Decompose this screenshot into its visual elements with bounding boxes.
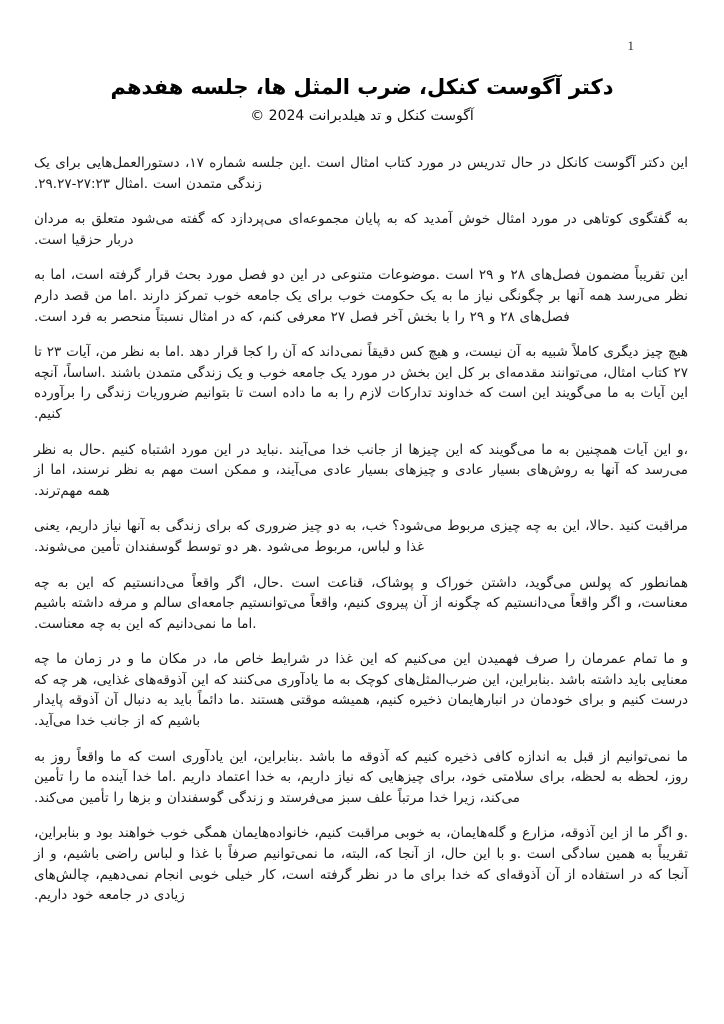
paragraph: این دکتر آگوست کانکل در حال تدریس در مورد کتاب امثال است .این جلسه شماره ۱۷، دستورالعمل‌هایی برای یک زندگی متمدن است .امثال ۲۷:۲۳-۲۹.۲۷. xyxy=(34,155,688,192)
paragraph: هیچ چیز دیگری کاملاً شبیه به آن نیست، و هیچ کس دقیقاً نمی‌داند که آن را کجا قرار دهد .اما به نظر من، آیات ۲۳ تا ۲۷ کتاب امثال، می‌توانند مقدمه‌ای بر کل این بخش در مورد یک جامعه خوب و یک زندگی متمدن باشند .اساساً، آنچه این آیات به ما می‌گویند این است که خداوند تدارکات لازم را به ما داده است تا بتوانیم ضروریات زندگی را برآورده کنیم. xyxy=(34,344,688,422)
paragraph: ،و این آیات همچنین به ما می‌گویند که این چیزها از جانب خدا می‌آیند .نباید در این مورد اشتباه کنیم .حال به نظر می‌رسد که آنها به روش‌های بسیار عادی و چیزهای بسیار عادی می‌آیند، و ممکن است مهم به نظر نرسند، اما از همه مهم‌ترند. xyxy=(34,441,688,499)
paragraph: این تقریباً مضمون فصل‌های ۲۸ و ۲۹ است .موضوعات متنوعی در این دو فصل مورد بحث قرار گرفته است، اما به نظر می‌رسد همه آنها بر چگونگی نیاز ما به یک حکومت خوب برای یک جامعه خوب تمرکز دارند .اما من قصد دارم فصل‌های ۲۸ و ۲۹ را با بخش آخر فصل ۲۷ معرفی کنم، که در امثال نسبتاً منحصر به فرد است. xyxy=(34,267,688,325)
page-number: 1 xyxy=(627,38,634,53)
transcript-body xyxy=(34,153,688,906)
paragraph: و ما تمام عمرمان را صرف فهمیدن این می‌کنیم که این غذا در شرایط خاص ما، در مکان ما و در زمان ما چه معنایی باید داشته باشد .بنابراین، این ضرب‌المثل‌های کوچک به ما یادآوری می‌کنند که این آذوقه‌های غذایی، هر چه که درست کنیم و برای خودمان در انبارهایمان ذخیره کنیم، همیشه موقتی هستند .ما دائماً باید به دنبال آن آذوقه پایدار باشیم که از جانب خدا می‌آید. xyxy=(34,651,688,730)
paragraph: به گفتگوی کوتاهی در مورد امثال خوش آمدید که به پایان مجموعه‌ای می‌پردازد که گفته می‌شود متعلق به مردان دربار حزقیا است. xyxy=(34,211,688,248)
document-title: دکتر آگوست کنکل، ضرب المثل ها، جلسه هفدهم xyxy=(110,75,614,99)
paragraph: .و اگر ما از این آذوقه، مزارع و گله‌هایمان، به خوبی مراقبت کنیم، خانواده‌هایمان همگی خوب خواهند بود و بنابراین، تقریباً به همین سادگی است .و با این حال، از آنجا که، البته، ما نمی‌توانیم صرفاً با غذا و لباس راضی باشیم، و از آنجا که در استفاده از آن آذوقه‌ای که خدا برای ما در نظر گرفته است، کار خیلی خوبی انجام نمی‌دهیم، چالش‌های زیادی در جامعه خود داریم. xyxy=(34,825,688,904)
paragraph: مراقبت کنید .حالا، این به چه چیزی مربوط می‌شود؟ خب، به دو چیز ضروری که برای زندگی به آنها نیاز داریم، یعنی غذا و لباس، مربوط می‌شود .هر دو توسط گوسفندان تأمین می‌شوند. xyxy=(34,518,688,555)
copyright-line: آگوست کنکل و تد هیلدبرانت 2024 © xyxy=(250,108,474,124)
paragraph: همانطور که پولس می‌گوید، داشتن خوراک و پوشاک، قناعت است .حال، اگر واقعاً می‌دانستیم که این به چه معناست، و اگر واقعاً می‌دانستیم که چگونه از آن پیروی کنیم، واقعاً می‌توانستیم جامعه‌ای سالم و مرفه داشته باشیم .اما ما نمی‌دانیم که این به چه معناست. xyxy=(34,574,688,632)
paragraph: ما نمی‌توانیم از قبل به اندازه کافی ذخیره کنیم که آذوقه ما باشد .بنابراین، این یادآوری است که ما واقعاً روز به روز، لحظه به لحظه، برای سلامتی خود، برای چیزهایی که نیاز داریم، به خدا اعتماد داریم .اما خدا آینده ما را تأمین می‌کند، زیرا خدا مرتباً علف سبز می‌فرستد و زندگی گوسفندان و بزها را تأمین می‌کند. xyxy=(34,748,688,806)
